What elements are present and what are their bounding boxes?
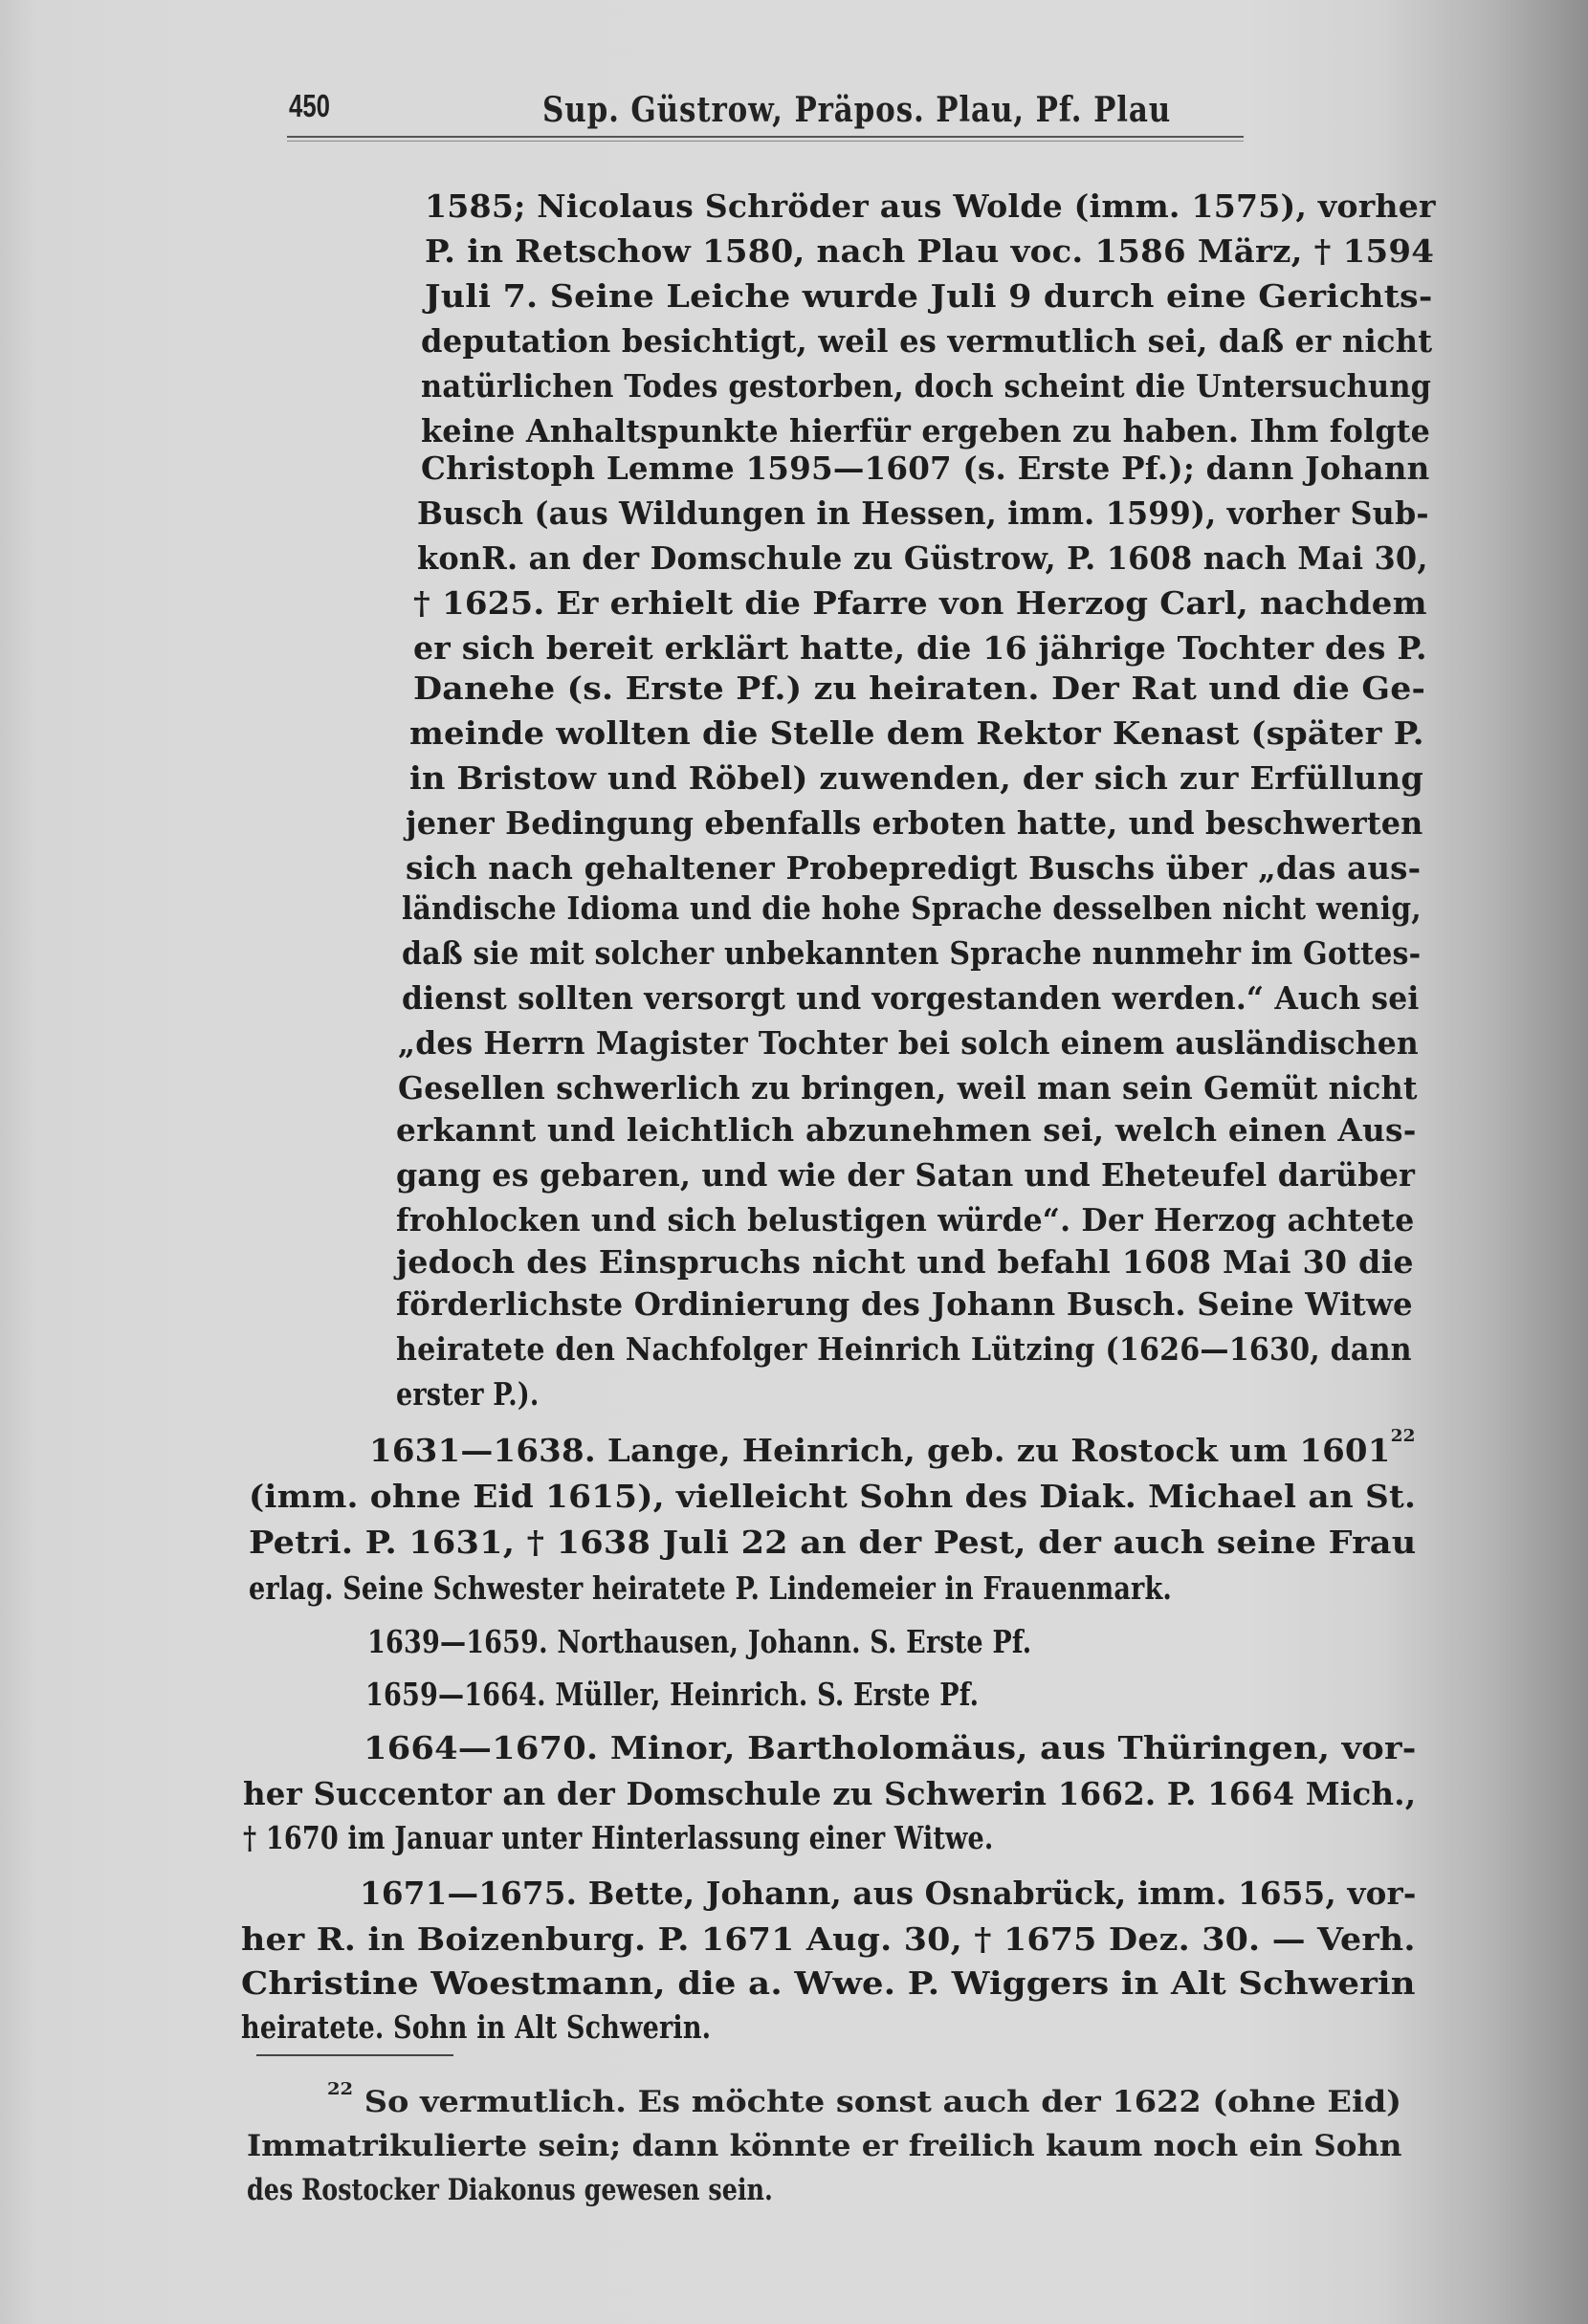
text-line: jedoch des Einspruchs nicht und befahl 1608 Mai 30 die	[396, 1243, 1414, 1281]
text-line: her R. in Boizenburg. P. 1671 Aug. 30, † 1675 Dez. 30. — Verh.	[241, 1920, 1416, 1958]
text-line: daß sie mit solcher unbekannten Sprache nunmehr im Gottes-	[402, 934, 1422, 972]
text-line: keine Anhaltspunkte hierfür ergeben zu haben. Ihm folgte	[421, 412, 1431, 449]
header-rule	[287, 136, 1244, 138]
text-line: ländische Idioma und die hohe Sprache desselben nicht wenig,	[402, 889, 1422, 927]
text-line: deputation besichtigt, weil es vermutlich sei, daß er nicht	[421, 322, 1433, 360]
text-line: erster P.).	[396, 1375, 540, 1413]
text-line: † 1625. Er erhielt die Pfarre von Herzog Carl, nachdem	[413, 584, 1427, 622]
text-line: Petri. P. 1631, † 1638 Juli 22 an der Pest, der auch seine Frau	[249, 1524, 1417, 1561]
text-line: Christine Woestmann, die a. Wwe. P. Wiggers in Alt Schwerin	[241, 1964, 1416, 2002]
text-line: Christoph Lemme 1595—1607 (s. Erste Pf.); dann Johann	[421, 449, 1430, 487]
text-line: frohlocken und sich belustigen würde“. Der Herzog achtete	[396, 1201, 1415, 1239]
text-line: heiratete den Nachfolger Heinrich Lützing (1626—1630, dann	[396, 1330, 1412, 1368]
text-line: 1664—1670. Minor, Bartholomäus, aus Thüringen, vor-	[364, 1729, 1417, 1766]
text-line: (imm. ohne Eid 1615), vielleicht Sohn des Diak. Michael an St.	[249, 1478, 1417, 1515]
footnote-reference[interactable]: 22	[1390, 1426, 1416, 1446]
text-line: konR. an der Domschule zu Güstrow, P. 1608 nach Mai 30,	[417, 539, 1428, 577]
text-line: her Succentor an der Domschule zu Schwerin 1662. P. 1664 Mich.,	[243, 1775, 1417, 1812]
text-line: in Bristow und Röbel) zuwenden, der sich zur Erfüllung	[409, 759, 1424, 797]
text-line: meinde wollten die Stelle dem Rektor Kenast (später P.	[409, 714, 1424, 752]
text-line: förderlichste Ordinierung des Johann Busch. Seine Witwe	[396, 1285, 1413, 1323]
text-line: 1671—1675. Bette, Johann, aus Osnabrück, imm. 1655, vor-	[360, 1875, 1417, 1912]
header-rule-secondary	[287, 141, 1244, 142]
page-header	[279, 82, 1255, 140]
text-line: 1585; Nicolaus Schröder aus Wolde (imm. 1575), vorher	[425, 187, 1436, 225]
footnote-line: des Rostocker Diakonus gewesen sein.	[247, 2173, 773, 2207]
text-line: P. in Retschow 1580, nach Plau voc. 1586 März, † 1594	[425, 232, 1435, 270]
footnote-marker: 22	[327, 2079, 354, 2099]
text-line: 1631—1638. Lange, Heinrich, geb. zu Rostock um 1601$^{22}$	[369, 1426, 1416, 1469]
footnote-line: Immatrikulierte sein; dann könnte er freilich kaum noch ein Sohn	[247, 2129, 1402, 2163]
text-line: Busch (aus Wildungen in Hessen, imm. 1599), vorher Sub-	[417, 494, 1429, 532]
text-line: 1659—1664. Müller, Heinrich. S. Erste Pf.	[365, 1676, 980, 1713]
text-line: erlag. Seine Schwester heiratete P. Lindemeier in Frauenmark.	[249, 1569, 1172, 1607]
footnote-separator	[256, 2054, 453, 2056]
text-line: Juli 7. Seine Leiche wurde Juli 9 durch eine Gerichts-	[425, 277, 1433, 315]
running-title: Sup. Güstrow, Präpos. Plau, Pf. Plau	[542, 90, 1172, 130]
text-line: „des Herrn Magister Tochter bei solch einem ausländischen	[398, 1024, 1419, 1062]
page-number: 450	[289, 88, 330, 123]
text-line: † 1670 im Januar unter Hinterlassung einer Witwe.	[243, 1819, 994, 1856]
text-line: erkannt und leichtlich abzunehmen sei, welch einen Aus-	[396, 1111, 1417, 1149]
text-line: gang es gebaren, und wie der Satan und Eheteufel darüber	[396, 1156, 1416, 1194]
text-line: 1639—1659. Northausen, Johann. S. Erste Pf.	[367, 1623, 1032, 1660]
footnote-line: $^{22}$ So vermutlich. Es möchte sonst auch der 1622 (ohne Eid)	[327, 2079, 1402, 2119]
text-line: heiratete. Sohn in Alt Schwerin.	[241, 2008, 712, 2046]
text-line: jener Bedingung ebenfalls erboten hatte, und beschwerten	[406, 804, 1423, 842]
text-line: Gesellen schwerlich zu bringen, weil man sein Gemüt nicht	[398, 1069, 1418, 1107]
text-line: er sich bereit erklärt hatte, die 16 jährige Tochter des P.	[413, 629, 1427, 667]
text-line: dienst sollten versorgt und vorgestanden werden.“ Auch sei	[402, 979, 1420, 1017]
text-line: sich nach gehaltener Probepredigt Buschs über „das aus-	[406, 849, 1422, 887]
text-line: Danehe (s. Erste Pf.) zu heiraten. Der Rat und die Ge-	[413, 669, 1426, 707]
text-line: natürlichen Todes gestorben, doch scheint die Untersuchung	[421, 367, 1432, 405]
